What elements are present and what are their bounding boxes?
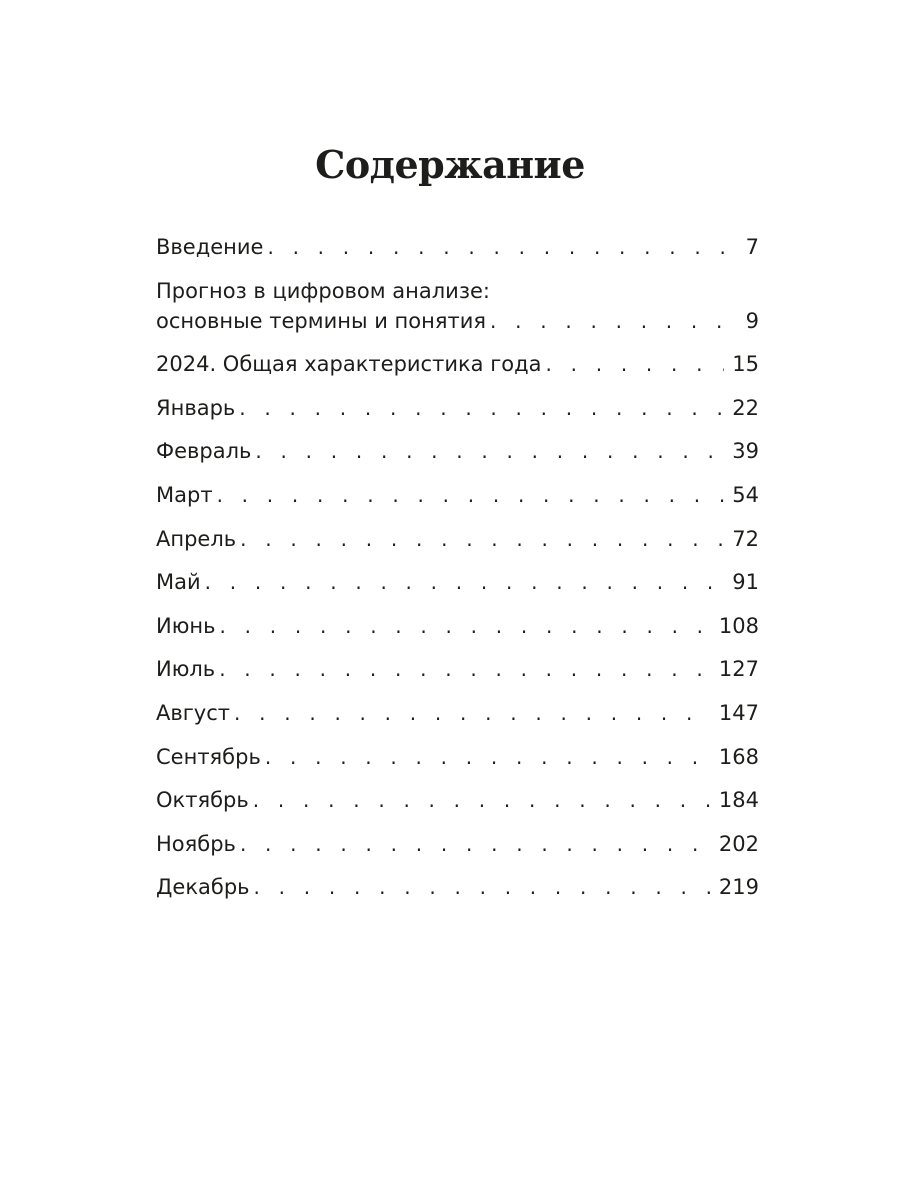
toc-entry-october[interactable]	[156, 785, 759, 815]
toc-entry-may[interactable]	[156, 567, 759, 597]
toc-entry-august[interactable]	[156, 698, 759, 728]
toc-entry-title: Май	[156, 570, 201, 595]
dot-leader	[255, 436, 724, 466]
toc-line	[156, 698, 759, 728]
dot-leader	[217, 480, 725, 510]
toc-page-number: 127	[718, 657, 759, 682]
toc-entry-title: Сентябрь	[156, 744, 261, 769]
toc-page-number: 168	[718, 744, 759, 769]
toc-page-number: 22	[732, 395, 759, 420]
toc-page-number: 15	[732, 352, 759, 377]
toc-line	[156, 611, 759, 641]
toc-entry-january[interactable]	[156, 393, 759, 423]
toc-page-number: 184	[718, 788, 759, 813]
toc-page-number: 9	[745, 308, 759, 333]
toc-page-number: 202	[718, 831, 759, 856]
toc-page-number: 147	[718, 700, 759, 725]
toc-page-number: 108	[718, 613, 759, 638]
toc-entry-title: Август	[156, 700, 230, 725]
toc-entry-title: 2024. Общая характеристика года	[156, 352, 542, 377]
toc-line	[156, 654, 759, 684]
toc-entry-title: Ноябрь	[156, 831, 236, 856]
toc-entry-february[interactable]	[156, 436, 759, 466]
toc-page-number: 219	[718, 875, 759, 900]
dot-leader	[490, 306, 731, 336]
toc-page-number: 39	[732, 439, 759, 464]
toc-entry-title: Октябрь	[156, 788, 249, 813]
toc-page-number: 54	[732, 482, 759, 507]
dot-leader	[254, 872, 711, 902]
toc-entry-june[interactable]	[156, 611, 759, 641]
toc-line	[156, 306, 759, 336]
toc-line	[156, 393, 759, 423]
dot-leader	[219, 654, 711, 684]
dot-leader	[205, 567, 725, 597]
toc-entry-title: Введение	[156, 235, 264, 259]
toc-entry-introduction[interactable]	[156, 232, 759, 262]
toc-entry-december[interactable]	[156, 872, 759, 902]
toc-entry-march[interactable]	[156, 480, 759, 510]
toc-entry-title-line2: основные термины и понятия	[156, 308, 486, 333]
dot-leader	[545, 349, 724, 379]
dot-leader	[234, 698, 711, 728]
toc-entry-title: Декабрь	[156, 875, 250, 900]
dot-leader	[220, 611, 711, 641]
table-of-contents	[156, 232, 759, 916]
toc-entry-title: Январь	[156, 395, 236, 420]
toc-line	[156, 567, 759, 597]
toc-entry-year-overview[interactable]	[156, 349, 759, 379]
toc-page-number: 91	[732, 570, 759, 595]
toc-entry-forecast-terms[interactable]	[156, 276, 759, 336]
toc-line	[156, 480, 759, 510]
page-title: Содержание	[315, 142, 585, 187]
toc-entry-title: Апрель	[156, 526, 237, 551]
toc-entry-title-line1: Прогноз в цифровом анализе:	[156, 278, 490, 303]
toc-line	[156, 872, 759, 902]
dot-leader	[240, 524, 724, 554]
toc-page-number: 72	[732, 526, 759, 551]
toc-entry-title: Март	[156, 482, 213, 507]
dot-leader	[267, 232, 731, 262]
toc-entry-november[interactable]	[156, 829, 759, 859]
dot-leader	[265, 742, 711, 772]
toc-line	[156, 436, 759, 466]
toc-entry-april[interactable]	[156, 524, 759, 554]
toc-entry-title: Июнь	[156, 613, 216, 638]
toc-entry-title: Июль	[156, 657, 216, 682]
dot-leader	[240, 829, 711, 859]
toc-line	[156, 349, 759, 379]
dot-leader	[239, 393, 724, 423]
toc-entry-july[interactable]	[156, 654, 759, 684]
dot-leader	[253, 785, 711, 815]
toc-entry-title: Февраль	[156, 439, 252, 464]
toc-page-number: 7	[745, 235, 759, 259]
toc-line	[156, 742, 759, 772]
toc-line	[156, 232, 759, 262]
toc-line	[156, 524, 759, 554]
toc-line	[156, 829, 759, 859]
toc-entry-september[interactable]	[156, 742, 759, 772]
toc-line	[156, 785, 759, 815]
